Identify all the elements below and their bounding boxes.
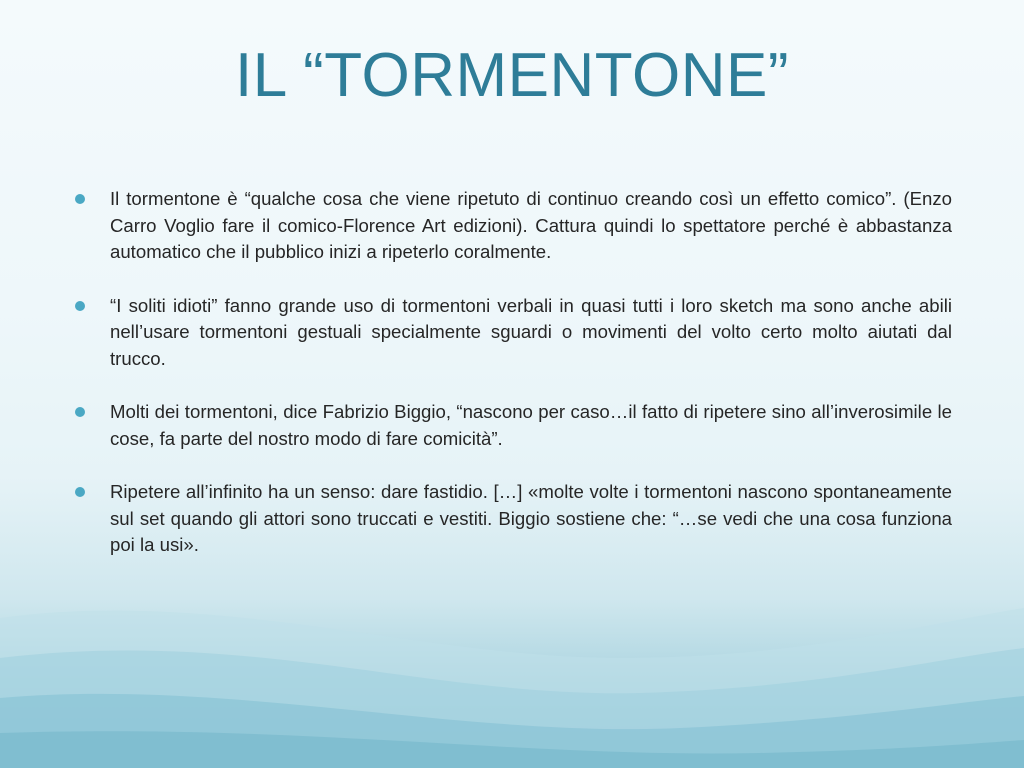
- bullet-icon: [75, 407, 85, 417]
- bullet-text: “I soliti idioti” fanno grande uso di tormentoni verbali in quasi tutti i loro sketch ma sono anche abili nell’usare tormentoni gestuali specialmente sguardi o movimenti del volto certo molto aiutati dal trucco.: [110, 294, 952, 369]
- list-item: [72, 186, 952, 266]
- bullet-text: Il tormentone è “qualche cosa che viene ripetuto di continuo creando così un effetto comico”. (Enzo Carro Voglio fare il comico-Florence Art edizioni). Cattura quindi lo spettatore perché è abbastanza automatico che il pubblico inizi a ripeterlo coralmente.: [110, 188, 952, 262]
- bullet-text: Molti dei tormentoni, dice Fabrizio Biggio, “nascono per caso…il fatto di ripetere sino all’inverosimile le cose, fa parte del nostro modo di fare comicità”.: [110, 401, 952, 449]
- bullet-text: Ripetere all’infinito ha un senso: dare fastidio. […] «molte volte i tormentoni nascono spontaneamente sul set quando gli attori sono truccati e vestiti. Biggio sostiene che: “…se vedi che una cosa funziona poi la usi».: [110, 481, 952, 555]
- bullet-icon: [75, 487, 85, 497]
- bullet-list: [72, 186, 952, 586]
- slide-title: IL “TORMENTONE”: [234, 41, 790, 110]
- bullet-icon: [75, 194, 85, 204]
- list-item: [72, 479, 952, 559]
- list-item: [72, 293, 952, 373]
- bullet-icon: [75, 301, 85, 311]
- list-item: [72, 399, 952, 452]
